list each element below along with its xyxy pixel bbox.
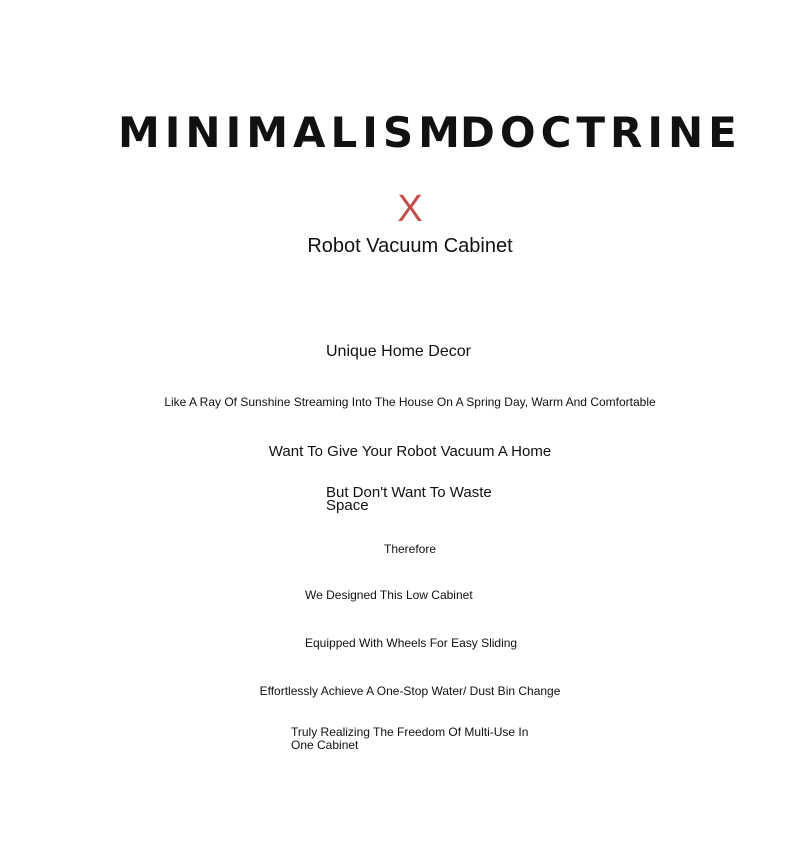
line-waste-space: But Don't Want To Waste Space (326, 484, 492, 514)
line-unique-home-decor: Unique Home Decor (326, 343, 471, 360)
product-subtitle: Robot Vacuum Cabinet (307, 235, 513, 257)
separator-x: X (397, 188, 423, 230)
headline-word-minimalism: MINIMALISM (118, 108, 465, 157)
line-one-stop: Effortlessly Achieve A One-Stop Water/ Dust Bin Change (259, 684, 561, 698)
headline (0, 110, 790, 156)
line-multi-use: Truly Realizing The Freedom Of Multi-Use In One Cabinet (291, 725, 529, 752)
line-therefore: Therefore (383, 542, 437, 556)
line-wheels: Equipped With Wheels For Easy Sliding (305, 636, 518, 650)
headline-word-doctrine: DOCTRINE (460, 108, 742, 157)
line-give-home: Want To Give Your Robot Vacuum A Home (268, 443, 552, 460)
line-low-cabinet: We Designed This Low Cabinet (305, 588, 473, 602)
line-sunshine: Like A Ray Of Sunshine Streaming Into The House On A Spring Day, Warm And Comfortable (164, 395, 656, 409)
